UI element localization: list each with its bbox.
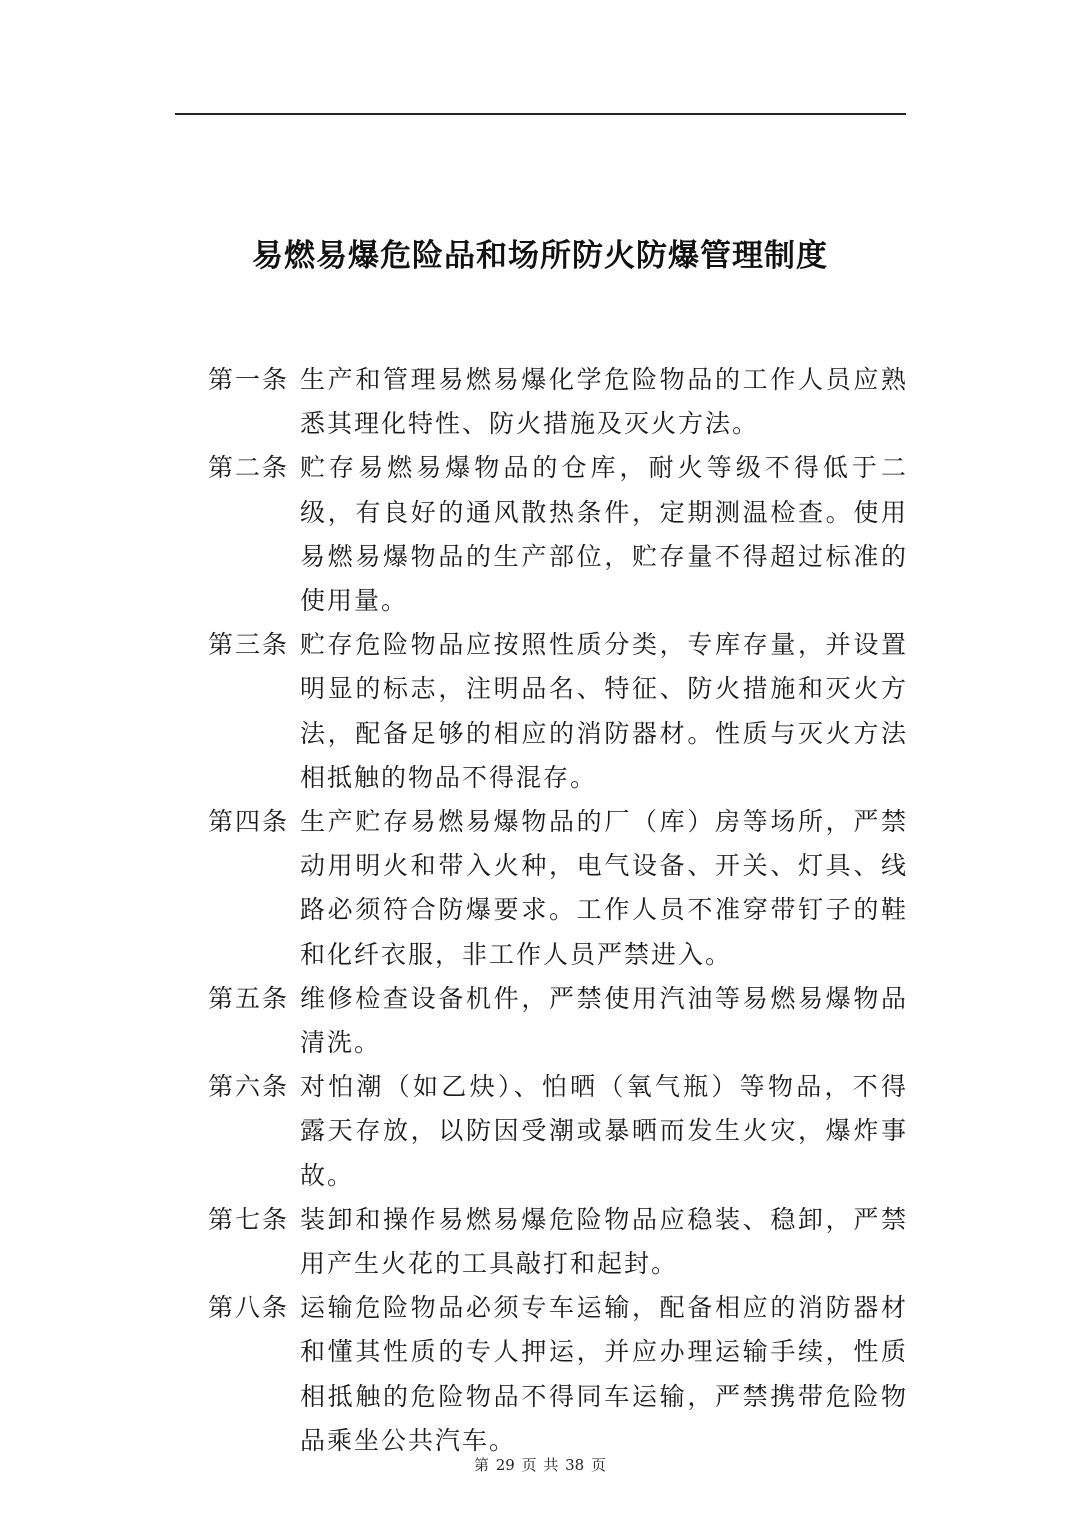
article-label: 第五条 [208,983,290,1013]
article-text: 贮存易燃易爆物品的仓库，耐火等级不得低于二级，有良好的通风散热条件，定期测温检查。使用易燃易爆物品的生产部位，贮存量不得超过标准的使用量。 [300,453,908,616]
article-text: 装卸和操作易燃易爆危险物品应稳装、稳卸，严禁用产生火花的工具敲打和起封。 [300,1204,908,1279]
article-6 [208,1065,908,1198]
article-label: 第四条 [208,807,290,837]
article-8 [208,1286,908,1463]
article-text: 贮存危险物品应按照性质分类，专库存量，并设置明显的标志，注明品名、特征、防火措施和灭火方法，配备足够的相应的消防器材。性质与灭火方法相抵触的物品不得混存。 [300,630,908,792]
article-text: 运输危险物品必须专车运输，配备相应的消防器材和懂其性质的专人押运，并应办理运输手续，性质相抵触的危险物品不得同车运输，严禁携带危险物品乘坐公共汽车。 [300,1293,908,1455]
article-4 [208,800,908,977]
article-1 [208,358,908,446]
article-label: 第六条 [208,1072,290,1102]
page-title: 易燃易爆危险品和场所防火防爆管理制度 [252,238,828,274]
header-rule [175,113,906,115]
article-text: 对怕潮（如乙炔）、怕晒（氧气瓶）等物品，不得露天存放，以防因受潮或暴晒而发生火灾，爆炸事故。 [300,1072,908,1190]
article-text: 生产和管理易燃易爆化学危险物品的工作人员应熟悉其理化特性、防火措施及灭火方法。 [300,365,908,439]
article-label: 第八条 [208,1293,290,1323]
article-7 [208,1198,908,1286]
article-list [208,358,908,1463]
page-number-footer: 第 29 页 共 38 页 [473,1456,606,1474]
article-text: 维修检查设备机件，严禁使用汽油等易燃易爆物品清洗。 [300,983,908,1058]
article-label: 第三条 [208,630,290,660]
article-label: 第二条 [208,453,290,483]
article-3 [208,623,908,800]
article-label: 第七条 [208,1204,290,1234]
article-2 [208,446,908,623]
article-5 [208,977,908,1065]
article-text: 生产贮存易燃易爆物品的厂（库）房等场所，严禁动用明火和带入火种，电气设备、开关、灯具、线路必须符合防爆要求。工作人员不准穿带钉子的鞋和化纤衣服，非工作人员严禁进入。 [300,807,908,969]
article-label: 第一条 [208,365,290,394]
